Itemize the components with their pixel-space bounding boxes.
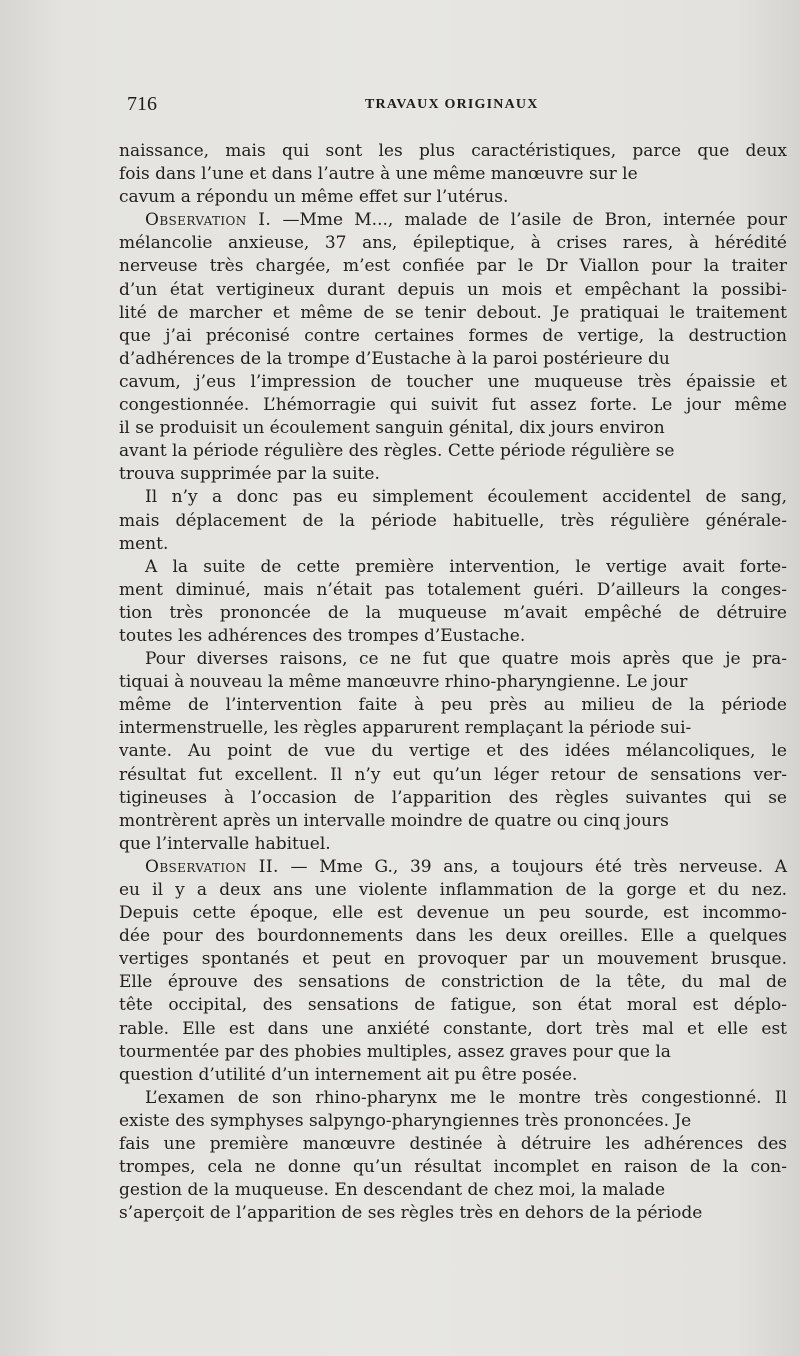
text-line	[119, 371, 787, 394]
line-text: il se produisit un écoulement sanguin génital, dix jours environ	[119, 418, 665, 439]
line-text: Pour diverses raisons, ce ne fut que quatre mois après que je pra-	[145, 649, 787, 670]
observation-heading: Observation I.	[145, 210, 272, 231]
line-text: —Mme M..., malade de l’asile de Bron, internée pour	[271, 210, 787, 231]
line-text: L’examen de son rhino-pharynx me le montre très congestionné. Il	[145, 1087, 787, 1108]
text-line	[119, 1202, 787, 1225]
line-text: résultat fut excellent. Il n’y eut qu’un léger retour de sensations ver-	[119, 764, 787, 785]
text-line	[119, 163, 787, 186]
line-text: même de l’intervention faite à peu près au milieu de la période	[119, 695, 787, 716]
line-text: ment.	[119, 533, 169, 554]
line-text: nerveuse très chargée, m’est confiée par le Dr Viallon pour la traiter	[119, 256, 787, 277]
text-line	[119, 810, 787, 833]
text-line	[119, 994, 787, 1017]
text-line	[119, 856, 787, 879]
line-text: fois dans l’une et dans l’autre à une même manœuvre sur le	[119, 164, 638, 185]
line-text: vante. Au point de vue du vertige et des idées mélancoliques, le	[119, 741, 787, 762]
line-text: toutes les adhérences des trompes d’Eustache.	[119, 625, 526, 646]
line-text: — Mme G., 39 ans, a toujours été très nerveuse. A	[278, 856, 787, 877]
line-text: tiquai à nouveau la même manœuvre rhino-pharyngienne. Le jour	[119, 672, 688, 693]
line-text: que j’ai préconisé contre certaines formes de vertige, la destruction	[119, 325, 787, 346]
line-text: tête occipital, des sensations de fatigue, son état moral est déplo-	[119, 995, 787, 1016]
line-text: que l’intervalle habituel.	[119, 833, 331, 854]
line-text: d’adhérences de la trompe d’Eustache à la paroi postérieure du	[119, 348, 670, 369]
text-line	[119, 971, 787, 994]
line-text: d’un état vertigineux durant depuis un mois et empêchant la possibi-	[119, 279, 787, 300]
line-text: trompes, cela ne donne qu’un résultat incomplet en raison de la con-	[119, 1157, 787, 1178]
text-line	[119, 1110, 787, 1133]
page-number: 716	[127, 93, 157, 115]
text-line	[119, 209, 787, 232]
text-line	[119, 787, 787, 810]
line-text: rable. Elle est dans une anxiété constante, dort très mal et elle est	[119, 1018, 787, 1039]
text-line	[119, 671, 787, 694]
text-line	[119, 879, 787, 902]
line-text: question d’utilité d’un internement ait pu être posée.	[119, 1064, 578, 1085]
text-line	[119, 694, 787, 717]
text-line	[119, 740, 787, 763]
line-text: naissance, mais qui sont les plus caractéristiques, parce que deux	[119, 141, 787, 161]
paragraph	[119, 856, 787, 1087]
text-line	[119, 1133, 787, 1156]
line-text: Elle éprouve des sensations de constriction de la tête, du mal de	[119, 972, 787, 993]
text-line	[119, 533, 787, 556]
text-line	[119, 648, 787, 671]
text-line	[119, 1087, 787, 1110]
line-text: lité de marcher et même de se tenir debout. Je pratiquai le traitement	[119, 302, 787, 323]
text-line	[119, 902, 787, 925]
text-line	[119, 948, 787, 971]
text-line	[119, 1179, 787, 1202]
text-line	[119, 417, 787, 440]
line-text: A la suite de cette première intervention, le vertige avait forte-	[145, 556, 787, 577]
line-text: tourmentée par des phobies multiples, assez graves pour que la	[119, 1041, 671, 1062]
line-text: Il n’y a donc pas eu simplement écoulement accidentel de sang,	[145, 487, 787, 508]
text-line	[119, 764, 787, 787]
line-text: tion très prononcée de la muqueuse m’avait empêché de détruire	[119, 602, 787, 623]
paragraph	[119, 1087, 787, 1226]
line-text: congestionnée. L’hémorragie qui suivit fut assez forte. Le jour même	[119, 395, 787, 416]
text-line	[119, 348, 787, 371]
text-line	[119, 717, 787, 740]
text-line	[119, 302, 787, 325]
line-text: vertiges spontanés et peut en provoquer par un mouvement brusque.	[119, 949, 787, 970]
line-text: trouva supprimée par la suite.	[119, 464, 380, 485]
text-line	[119, 833, 787, 856]
line-text: mais déplacement de la période habituelle, très régulière générale-	[119, 510, 787, 531]
paragraph	[119, 140, 787, 209]
line-text: gestion de la muqueuse. En descendant de chez moi, la malade	[119, 1180, 666, 1201]
text-line	[119, 556, 787, 579]
text-line	[119, 394, 787, 417]
text-line	[119, 510, 787, 533]
text-line	[119, 625, 787, 648]
line-text: tigineuses à l’occasion de l’apparition des règles suivantes qui se	[119, 787, 787, 808]
line-text: eu il y a deux ans une violente inflammation de la gorge et du nez.	[119, 880, 787, 900]
body-text	[119, 140, 787, 1225]
page-header	[0, 93, 800, 121]
text-line	[119, 1018, 787, 1041]
line-text: cavum, j’eus l’impression de toucher une muqueuse très épaissie et	[119, 371, 787, 392]
text-line	[119, 925, 787, 948]
text-line	[119, 325, 787, 348]
text-line	[119, 579, 787, 602]
text-line	[119, 1156, 787, 1179]
line-text: montrèrent après un intervalle moindre de quatre ou cinq jours	[119, 810, 669, 831]
paragraph	[119, 648, 787, 856]
text-line	[119, 440, 787, 463]
line-text: avant la période régulière des règles. Cette période régulière se	[119, 441, 675, 462]
text-line	[119, 463, 787, 486]
text-line	[119, 255, 787, 278]
line-text: ment diminué, mais n’était pas totalement guéri. D’ailleurs la conges-	[119, 579, 787, 600]
line-text: mélancolie anxieuse, 37 ans, épileptique, à crises rares, à hérédité	[119, 233, 787, 254]
line-text: Depuis cette époque, elle est devenue un peu sourde, est incommo-	[119, 903, 787, 924]
text-line	[119, 232, 787, 255]
running-head: TRAVAUX ORIGINAUX	[365, 97, 539, 112]
text-line	[119, 1064, 787, 1087]
text-line	[119, 1041, 787, 1064]
line-text: s’aperçoit de l’apparition de ses règles très en dehors de la période	[119, 1203, 703, 1224]
text-line	[119, 279, 787, 302]
observation-heading: Observation II.	[145, 856, 279, 877]
paragraph	[119, 486, 787, 555]
text-line	[119, 602, 787, 625]
paragraph	[119, 556, 787, 648]
line-text: intermenstruelle, les règles apparurent remplaçant la période sui-	[119, 718, 692, 739]
paragraph	[119, 209, 787, 486]
line-text: cavum a répondu un même effet sur l’utérus.	[119, 187, 509, 208]
line-text: dée pour des bourdonnements dans les deux oreilles. Elle a quelques	[119, 926, 787, 947]
text-line	[119, 186, 787, 209]
line-text: fais une première manœuvre destinée à détruire les adhérences des	[119, 1134, 787, 1155]
text-line	[119, 140, 787, 163]
text-line	[119, 486, 787, 509]
line-text: existe des symphyses salpyngo-pharyngiennes très prononcées. Je	[119, 1110, 692, 1131]
